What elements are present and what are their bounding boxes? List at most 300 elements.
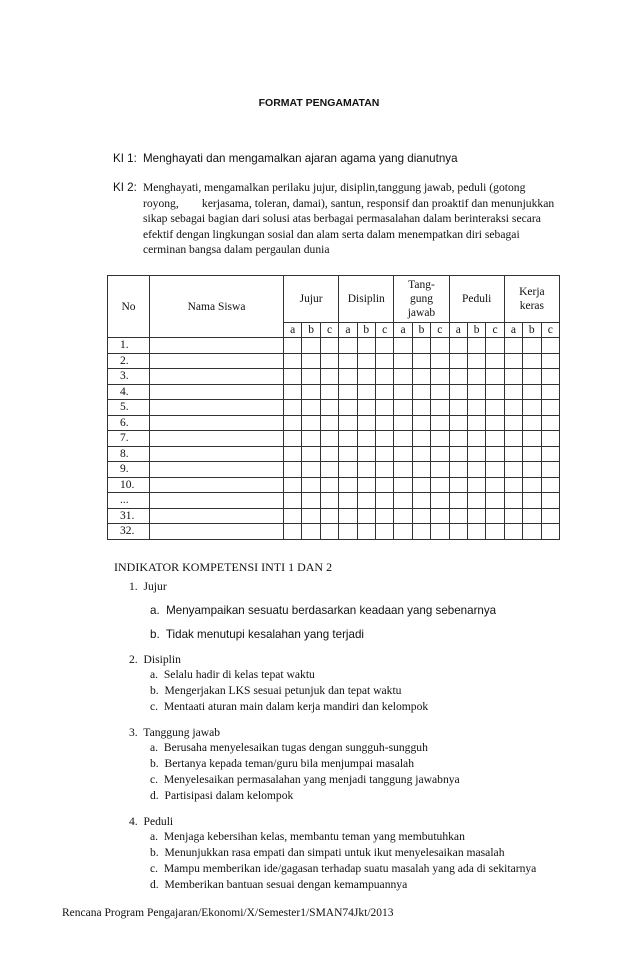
score-cell[interactable]	[431, 431, 449, 447]
score-cell[interactable]	[357, 493, 375, 509]
student-name-cell[interactable]	[150, 493, 284, 509]
score-cell[interactable]	[284, 524, 302, 540]
item-text: Tidak menutupi kesalahan yang terjadi	[165, 628, 364, 641]
score-cell[interactable]	[431, 477, 449, 493]
score-cell[interactable]	[302, 462, 320, 478]
score-cell[interactable]	[339, 477, 357, 493]
score-cell[interactable]	[394, 462, 412, 478]
student-name-cell[interactable]	[150, 369, 284, 385]
item-letter: a.	[150, 830, 159, 843]
table-row	[108, 446, 560, 462]
score-cell[interactable]	[375, 415, 393, 431]
score-cell[interactable]	[541, 508, 560, 524]
student-name-cell[interactable]	[150, 415, 284, 431]
score-cell[interactable]	[486, 524, 504, 540]
score-cell[interactable]	[486, 493, 504, 509]
indicator-item	[150, 668, 315, 681]
score-cell[interactable]	[394, 524, 412, 540]
score-cell[interactable]	[302, 446, 320, 462]
score-cell[interactable]	[339, 508, 357, 524]
score-cell[interactable]	[394, 508, 412, 524]
score-cell[interactable]	[486, 369, 504, 385]
score-cell[interactable]	[486, 338, 504, 354]
subcol-header: c	[431, 323, 449, 338]
score-cell[interactable]	[449, 524, 467, 540]
score-cell[interactable]	[284, 431, 302, 447]
item-letter: c.	[150, 862, 159, 875]
score-cell[interactable]	[320, 384, 338, 400]
row-number: 2.	[108, 353, 150, 369]
score-cell[interactable]	[523, 338, 541, 354]
score-cell[interactable]	[284, 508, 302, 524]
score-cell[interactable]	[486, 462, 504, 478]
score-cell[interactable]	[339, 462, 357, 478]
score-cell[interactable]	[523, 415, 541, 431]
indicator-item	[150, 830, 465, 843]
score-cell[interactable]	[523, 384, 541, 400]
score-cell[interactable]	[284, 384, 302, 400]
score-cell[interactable]	[412, 400, 430, 416]
score-cell[interactable]	[504, 493, 522, 509]
score-cell[interactable]	[394, 431, 412, 447]
score-cell[interactable]	[284, 446, 302, 462]
indicator-item	[150, 878, 407, 891]
ki-2-line: royong, kerjasama, toleran, damai), santun, responsif dan proaktif dan menunjukkan	[143, 196, 555, 210]
score-cell[interactable]	[412, 431, 430, 447]
score-cell[interactable]	[523, 431, 541, 447]
score-cell[interactable]	[339, 384, 357, 400]
section-number: 1.	[129, 580, 138, 593]
score-cell[interactable]	[320, 477, 338, 493]
score-cell[interactable]	[357, 508, 375, 524]
score-cell[interactable]	[541, 353, 560, 369]
row-number: 8.	[108, 446, 150, 462]
score-cell[interactable]	[302, 524, 320, 540]
score-cell[interactable]	[431, 415, 449, 431]
observation-table	[107, 275, 560, 540]
score-cell[interactable]	[467, 493, 485, 509]
item-text: Menunjukkan rasa empati dan simpati untuk ikut menyelesaikan masalah	[164, 846, 505, 859]
ki-2	[113, 180, 603, 260]
item-letter: c.	[150, 700, 159, 713]
score-cell[interactable]	[320, 431, 338, 447]
score-cell[interactable]	[339, 524, 357, 540]
score-cell[interactable]	[523, 508, 541, 524]
indicator-item	[150, 862, 536, 875]
score-cell[interactable]	[412, 415, 430, 431]
score-cell[interactable]	[412, 508, 430, 524]
score-cell[interactable]	[431, 353, 449, 369]
indicators-title: INDIKATOR KOMPETENSI INTI 1 DAN 2	[114, 560, 333, 574]
item-text: Menjaga kebersihan kelas, membantu teman yang membutuhkan	[163, 830, 465, 843]
score-cell[interactable]	[302, 508, 320, 524]
score-cell[interactable]	[320, 400, 338, 416]
score-cell[interactable]	[375, 446, 393, 462]
score-cell[interactable]	[486, 431, 504, 447]
score-cell[interactable]	[449, 369, 467, 385]
item-text: Bertanya kepada teman/guru bila menjumpai masalah	[164, 757, 414, 770]
student-name-cell[interactable]	[150, 353, 284, 369]
student-name-cell[interactable]	[150, 338, 284, 354]
row-number: ...	[108, 493, 150, 509]
score-cell[interactable]	[302, 400, 320, 416]
score-cell[interactable]	[504, 508, 522, 524]
score-cell[interactable]	[431, 462, 449, 478]
score-cell[interactable]	[449, 477, 467, 493]
score-cell[interactable]	[284, 415, 302, 431]
score-cell[interactable]	[339, 493, 357, 509]
indicator-section-peduli	[129, 815, 173, 828]
score-cell[interactable]	[449, 493, 467, 509]
score-cell[interactable]	[394, 477, 412, 493]
score-cell[interactable]	[284, 462, 302, 478]
score-cell[interactable]	[541, 462, 560, 478]
score-cell[interactable]	[486, 477, 504, 493]
score-cell[interactable]	[541, 524, 560, 540]
ki-2-label: KI 2:	[113, 181, 137, 194]
row-number: 4.	[108, 384, 150, 400]
score-cell[interactable]	[357, 415, 375, 431]
score-cell[interactable]	[320, 462, 338, 478]
col-no-header: No	[108, 276, 150, 338]
item-letter: b.	[150, 684, 159, 697]
item-text: Memberikan bantuan sesuai dengan kemampuannya	[164, 878, 408, 891]
subcol-header: b	[357, 323, 375, 338]
row-number: 6.	[108, 415, 150, 431]
indicator-item	[150, 773, 460, 786]
score-cell[interactable]	[541, 493, 560, 509]
row-number: 31.	[108, 508, 150, 524]
score-cell[interactable]	[394, 384, 412, 400]
score-cell[interactable]	[541, 446, 560, 462]
ki-1-label: KI 1:	[113, 152, 137, 165]
subcol-header: a	[394, 323, 412, 338]
score-cell[interactable]	[523, 369, 541, 385]
section-number: 2.	[129, 653, 138, 666]
student-name-cell[interactable]	[150, 400, 284, 416]
score-cell[interactable]	[541, 369, 560, 385]
score-cell[interactable]	[357, 431, 375, 447]
score-cell[interactable]	[467, 338, 485, 354]
score-cell[interactable]	[412, 384, 430, 400]
score-cell[interactable]	[504, 384, 522, 400]
score-cell[interactable]	[394, 493, 412, 509]
score-cell[interactable]	[449, 338, 467, 354]
section-name: Peduli	[143, 815, 174, 828]
table-header-row	[108, 276, 560, 323]
score-cell[interactable]	[412, 477, 430, 493]
score-cell[interactable]	[467, 400, 485, 416]
score-cell[interactable]	[394, 338, 412, 354]
ki-1	[113, 151, 603, 167]
score-cell[interactable]	[339, 369, 357, 385]
score-cell[interactable]	[523, 462, 541, 478]
section-name: Tanggung jawab	[143, 726, 221, 739]
score-cell[interactable]	[394, 415, 412, 431]
indicator-item	[150, 789, 293, 802]
score-cell[interactable]	[523, 353, 541, 369]
score-cell[interactable]	[431, 493, 449, 509]
score-cell[interactable]	[504, 431, 522, 447]
score-cell[interactable]	[357, 400, 375, 416]
table-row	[108, 369, 560, 385]
score-cell[interactable]	[357, 462, 375, 478]
score-cell[interactable]	[302, 477, 320, 493]
score-cell[interactable]	[320, 508, 338, 524]
student-name-cell[interactable]	[150, 508, 284, 524]
score-cell[interactable]	[339, 431, 357, 447]
score-cell[interactable]	[320, 353, 338, 369]
score-cell[interactable]	[375, 338, 393, 354]
score-cell[interactable]	[431, 524, 449, 540]
score-cell[interactable]	[431, 400, 449, 416]
score-cell[interactable]	[357, 524, 375, 540]
score-cell[interactable]	[504, 415, 522, 431]
student-name-cell[interactable]	[150, 477, 284, 493]
section-name: Jujur	[143, 580, 167, 593]
score-cell[interactable]	[375, 384, 393, 400]
group-header-disiplin: Disiplin	[339, 276, 394, 323]
score-cell[interactable]	[486, 353, 504, 369]
subcol-header: a	[449, 323, 467, 338]
section-number: 3.	[129, 726, 138, 739]
score-cell[interactable]	[449, 353, 467, 369]
score-cell[interactable]	[486, 400, 504, 416]
table-row	[108, 338, 560, 354]
score-cell[interactable]	[467, 353, 485, 369]
score-cell[interactable]	[504, 338, 522, 354]
score-cell[interactable]	[339, 338, 357, 354]
score-cell[interactable]	[320, 415, 338, 431]
score-cell[interactable]	[375, 369, 393, 385]
score-cell[interactable]	[486, 508, 504, 524]
score-cell[interactable]	[431, 338, 449, 354]
row-number: 1.	[108, 338, 150, 354]
score-cell[interactable]	[412, 493, 430, 509]
score-cell[interactable]	[375, 353, 393, 369]
score-cell[interactable]	[394, 353, 412, 369]
score-cell[interactable]	[357, 384, 375, 400]
score-cell[interactable]	[541, 400, 560, 416]
score-cell[interactable]	[375, 508, 393, 524]
score-cell[interactable]	[320, 524, 338, 540]
table-row	[108, 353, 560, 369]
score-cell[interactable]	[431, 508, 449, 524]
row-number: 32.	[108, 524, 150, 540]
item-letter: b.	[150, 846, 159, 859]
score-cell[interactable]	[302, 415, 320, 431]
student-name-cell[interactable]	[150, 431, 284, 447]
indicator-item	[150, 628, 364, 641]
score-cell[interactable]	[431, 446, 449, 462]
student-name-cell[interactable]	[150, 462, 284, 478]
score-cell[interactable]	[412, 524, 430, 540]
item-letter: b.	[150, 757, 159, 770]
student-name-cell[interactable]	[150, 524, 284, 540]
score-cell[interactable]	[320, 369, 338, 385]
score-cell[interactable]	[523, 400, 541, 416]
score-cell[interactable]	[302, 369, 320, 385]
score-cell[interactable]	[504, 400, 522, 416]
score-cell[interactable]	[394, 369, 412, 385]
subcol-header: a	[504, 323, 522, 338]
subcol-header: a	[339, 323, 357, 338]
score-cell[interactable]	[467, 477, 485, 493]
subcol-header: a	[284, 323, 302, 338]
score-cell[interactable]	[541, 431, 560, 447]
score-cell[interactable]	[431, 384, 449, 400]
score-cell[interactable]	[523, 477, 541, 493]
score-cell[interactable]	[467, 431, 485, 447]
score-cell[interactable]	[504, 446, 522, 462]
score-cell[interactable]	[541, 415, 560, 431]
score-cell[interactable]	[375, 431, 393, 447]
score-cell[interactable]	[375, 477, 393, 493]
score-cell[interactable]	[375, 400, 393, 416]
row-number: 7.	[108, 431, 150, 447]
group-header-jujur: Jujur	[284, 276, 339, 323]
item-letter: a.	[150, 741, 159, 754]
score-cell[interactable]	[394, 446, 412, 462]
table-row	[108, 384, 560, 400]
score-cell[interactable]	[302, 338, 320, 354]
row-number: 10.	[108, 477, 150, 493]
table-row	[108, 415, 560, 431]
score-cell[interactable]	[320, 493, 338, 509]
score-cell[interactable]	[302, 493, 320, 509]
score-cell[interactable]	[284, 369, 302, 385]
score-cell[interactable]	[339, 400, 357, 416]
score-cell[interactable]	[467, 369, 485, 385]
score-cell[interactable]	[284, 353, 302, 369]
item-text: Menyelesaikan permasalahan yang menjadi tanggung jawabnya	[163, 773, 460, 786]
score-cell[interactable]	[449, 415, 467, 431]
score-cell[interactable]	[523, 446, 541, 462]
score-cell[interactable]	[375, 493, 393, 509]
score-cell[interactable]	[449, 400, 467, 416]
score-cell[interactable]	[284, 477, 302, 493]
subcol-header: b	[523, 323, 541, 338]
score-cell[interactable]	[339, 415, 357, 431]
subcol-header: c	[320, 323, 338, 338]
ki-2-line: cerminan bangsa dalam pergaulan dunia	[143, 243, 330, 256]
score-cell[interactable]	[302, 353, 320, 369]
score-cell[interactable]	[449, 462, 467, 478]
indicator-item	[150, 846, 505, 859]
subcol-header: b	[467, 323, 485, 338]
score-cell[interactable]	[357, 353, 375, 369]
subcol-header: c	[375, 323, 393, 338]
score-cell[interactable]	[486, 446, 504, 462]
score-cell[interactable]	[320, 446, 338, 462]
score-cell[interactable]	[375, 524, 393, 540]
score-cell[interactable]	[284, 400, 302, 416]
score-cell[interactable]	[504, 524, 522, 540]
score-cell[interactable]	[412, 353, 430, 369]
score-cell[interactable]	[449, 384, 467, 400]
score-cell[interactable]	[541, 477, 560, 493]
item-text: Selalu hadir di kelas tepat waktu	[163, 668, 315, 681]
score-cell[interactable]	[320, 338, 338, 354]
score-cell[interactable]	[357, 369, 375, 385]
score-cell[interactable]	[467, 524, 485, 540]
table-row	[108, 462, 560, 478]
score-cell[interactable]	[449, 508, 467, 524]
item-letter: b.	[150, 628, 160, 641]
score-cell[interactable]	[357, 477, 375, 493]
table-row	[108, 400, 560, 416]
score-cell[interactable]	[394, 400, 412, 416]
group-header-kerja-keras: Kerja keras	[504, 276, 559, 323]
score-cell[interactable]	[431, 369, 449, 385]
score-cell[interactable]	[412, 369, 430, 385]
subcol-header: c	[486, 323, 504, 338]
score-cell[interactable]	[467, 508, 485, 524]
ki-2-line: Menghayati, mengamalkan perilaku jujur, disiplin,tanggung jawab, peduli (gotong	[143, 181, 526, 194]
student-name-cell[interactable]	[150, 446, 284, 462]
score-cell[interactable]	[504, 353, 522, 369]
score-cell[interactable]	[541, 338, 560, 354]
table-row	[108, 493, 560, 509]
item-text: Berusaha menyelesaikan tugas dengan sungguh-sungguh	[163, 741, 428, 754]
table-row	[108, 431, 560, 447]
item-letter: d.	[150, 878, 159, 891]
score-cell[interactable]	[412, 462, 430, 478]
score-cell[interactable]	[523, 524, 541, 540]
score-cell[interactable]	[357, 338, 375, 354]
item-text: Partisipasi dalam kelompok	[164, 789, 294, 802]
item-letter: d.	[150, 789, 159, 802]
indicator-item	[150, 604, 496, 617]
score-cell[interactable]	[486, 384, 504, 400]
score-cell[interactable]	[504, 477, 522, 493]
score-cell[interactable]	[449, 446, 467, 462]
score-cell[interactable]	[504, 462, 522, 478]
item-text: Mengerjakan LKS sesuai petunjuk dan tepat waktu	[164, 684, 402, 697]
score-cell[interactable]	[339, 446, 357, 462]
score-cell[interactable]	[486, 415, 504, 431]
score-cell[interactable]	[523, 493, 541, 509]
student-name-cell[interactable]	[150, 384, 284, 400]
score-cell[interactable]	[302, 384, 320, 400]
score-cell[interactable]	[412, 338, 430, 354]
row-number: 5.	[108, 400, 150, 416]
item-letter: a.	[150, 668, 159, 681]
score-cell[interactable]	[357, 446, 375, 462]
ki-1-text: Menghayati dan mengamalkan ajaran agama yang dianutnya	[143, 152, 458, 165]
score-cell[interactable]	[302, 431, 320, 447]
score-cell[interactable]	[284, 338, 302, 354]
indicator-section-disiplin	[129, 653, 181, 666]
subcol-header: c	[541, 323, 560, 338]
score-cell[interactable]	[467, 384, 485, 400]
score-cell[interactable]	[449, 431, 467, 447]
score-cell[interactable]	[504, 369, 522, 385]
score-cell[interactable]	[467, 415, 485, 431]
score-cell[interactable]	[467, 462, 485, 478]
score-cell[interactable]	[541, 384, 560, 400]
score-cell[interactable]	[412, 446, 430, 462]
row-number: 3.	[108, 369, 150, 385]
score-cell[interactable]	[339, 353, 357, 369]
indicator-item	[150, 741, 428, 754]
score-cell[interactable]	[375, 462, 393, 478]
score-cell[interactable]	[284, 493, 302, 509]
item-text: Menyampaikan sesuatu berdasarkan keadaan yang sebenarnya	[166, 604, 497, 617]
item-text: Mampu memberikan ide/gagasan terhadap suatu masalah yang ada di sekitarnya	[163, 862, 537, 875]
ki-2-line: sikap sebagai bagian dari solusi atas berbagai permasalahan dalam berinteraksi secara	[143, 212, 541, 225]
score-cell[interactable]	[467, 446, 485, 462]
